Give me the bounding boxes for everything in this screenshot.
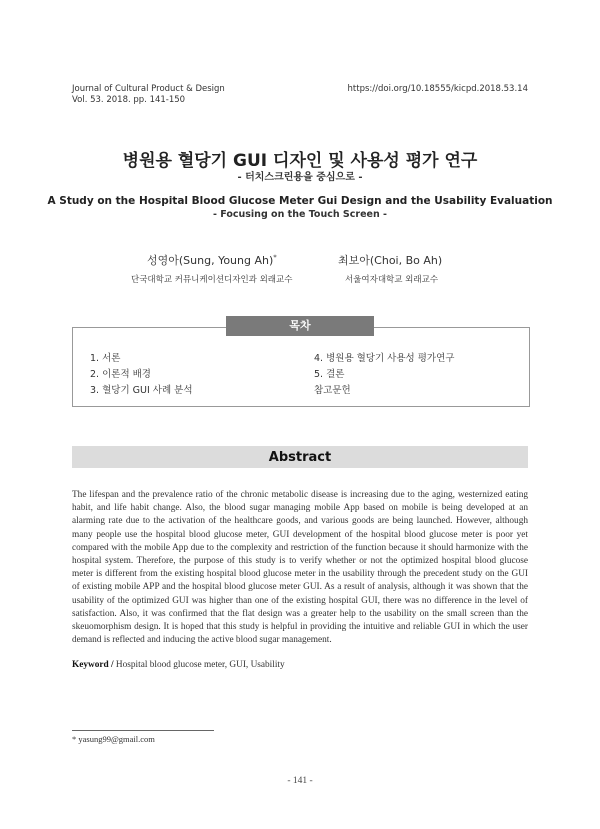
author-1-mark: *	[273, 253, 277, 262]
subtitle-english: - Focusing on the Touch Screen -	[213, 209, 387, 220]
subtitle-korean: - 터치스크린용을 중심으로 -	[237, 172, 363, 183]
journal-info	[72, 84, 225, 106]
toc-item: 3. 혈당기 GUI 사례 분석	[90, 385, 193, 396]
keyword-text: Hospital blood glucose meter, GUI, Usability	[115, 660, 285, 670]
journal-volume: Vol. 53. 2018. pp. 141-150	[72, 95, 186, 105]
toc-item: 4. 병원용 혈당기 사용성 평가연구	[314, 353, 455, 364]
author-1	[147, 252, 277, 268]
toc-item: 참고문헌	[314, 385, 351, 396]
toc-item: 2. 이론적 배경	[90, 369, 151, 380]
author-1-name: 성영아(Sung, Young Ah)	[147, 254, 274, 267]
toc-item: 1. 서론	[90, 353, 121, 364]
footnote-mark: *	[72, 734, 77, 744]
keyword-label: Keyword /	[72, 660, 114, 670]
abstract-body: The lifespan and the prevalence ratio of the chronic metabolic disease is increasing due to the aging, westernized eating habit, and life habit change. Also, the blood sugar managing mobile App based on mobile is being developed at an alarming rate due to the activation of the healthcare goods, and various goods are being launched. However, although many people use the hospital blood glucose meter, GUI development of the hospital blood glucose meter is poor yet compared with the mobile App due to the complexity and restriction of the function because it should harmonize with the hospital system. Therefore, the purpose of this study is to verify whether or not the optimized hospital blood glucose meter is different from the existing hospital blood glucose meter in the usability through the precedent study on the GUI of existing mobile APP and the hospital blood glucose meter GUI. As a result of analysis, although it was shown that the usability of the optimized GUI was higher than one of the existing hospital GUI, there was no difference in the level of satisfaction. Also, it was confirmed that the flat design was a greater help to the usability on the small screen than the skeuomorphism design. It is hoped that this study is helpful in providing the intuitive and reliable GUI in which the user demand is reflected and inducing the active blood sugar management.	[72, 490, 528, 646]
abstract-heading: Abstract	[268, 450, 332, 465]
title-korean: 병원용 혈당기 GUI 디자인 및 사용성 평가 연구	[122, 151, 478, 171]
author-2-affiliation: 서울여자대학교 외래교수	[345, 275, 439, 285]
keyword-line	[72, 660, 285, 670]
title-english: A Study on the Hospital Blood Glucose Meter Gui Design and the Usability Evaluation	[47, 195, 553, 207]
footnote	[72, 734, 155, 744]
page-number: - 141 -	[287, 776, 313, 786]
footnote-email: yasung99@gmail.com	[78, 734, 155, 744]
author-2-name: 최보아(Choi, Bo Ah)	[338, 254, 443, 267]
footnote-rule	[72, 730, 214, 731]
toc-item: 5. 결론	[314, 369, 345, 380]
journal-name: Journal of Cultural Product & Design	[72, 84, 225, 94]
toc-label: 목차	[226, 316, 374, 336]
doi-link[interactable]: https://doi.org/10.18555/kicpd.2018.53.14	[347, 84, 528, 94]
author-1-affiliation: 단국대학교 커뮤니케이션디자인과 외래교수	[131, 275, 293, 285]
author-2	[338, 252, 442, 268]
